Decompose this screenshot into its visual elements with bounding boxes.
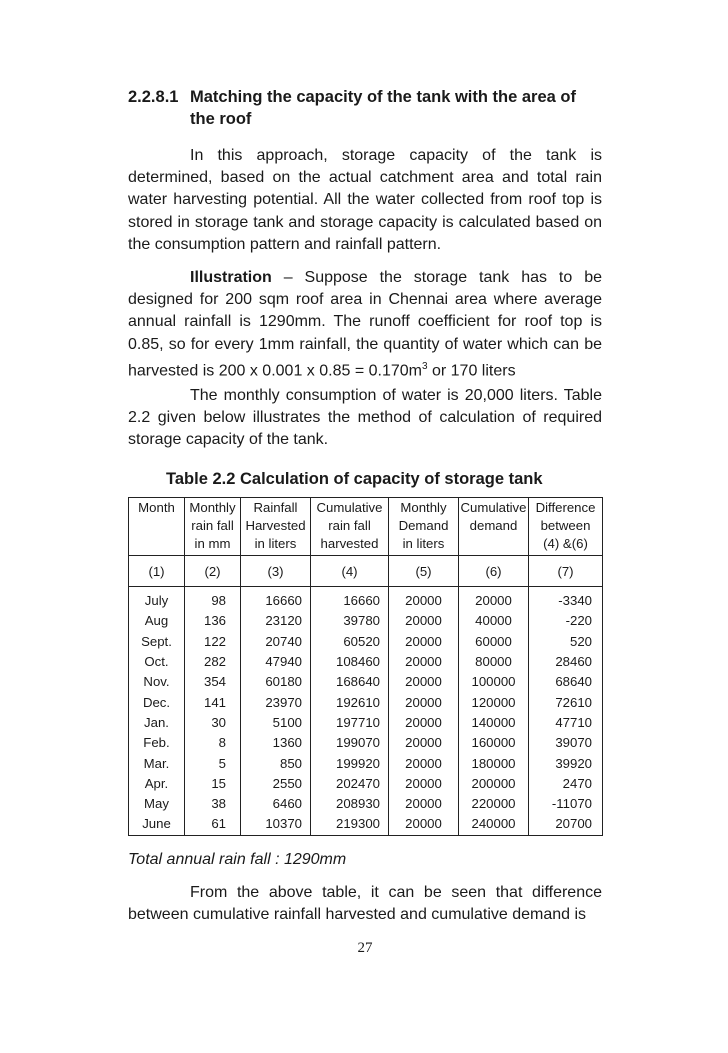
table-cell: May <box>129 794 185 814</box>
table-cell: 20000 <box>389 672 459 692</box>
header-line: harvested <box>320 536 379 551</box>
table-cell: 2470 <box>529 774 603 794</box>
table-cell: 108460 <box>311 652 389 672</box>
table-cell: 47710 <box>529 713 603 733</box>
table-row <box>129 753 603 773</box>
table-cell: Feb. <box>129 733 185 753</box>
table-cell: 60000 <box>459 632 529 652</box>
table-row <box>129 587 603 612</box>
illustration-text-b: or 170 liters <box>427 362 516 380</box>
table-row <box>129 672 603 692</box>
table-cell: 16660 <box>311 587 389 612</box>
table-cell: 39070 <box>529 733 603 753</box>
table-cell: 23970 <box>241 692 311 712</box>
table-cell: 192610 <box>311 692 389 712</box>
column-index: (1) <box>129 556 185 587</box>
header-row <box>129 498 603 556</box>
header-line: Cumulative <box>316 500 383 515</box>
table-cell: 200000 <box>459 774 529 794</box>
table-cell: 122 <box>185 632 241 652</box>
capacity-table <box>128 497 603 836</box>
table-cell: 219300 <box>311 814 389 835</box>
header-line: in liters <box>254 536 297 551</box>
paragraph-approach: In this approach, storage capacity of the tank is determined, based on the actual catchment area and total rain water harvesting potential. All the water collected from roof top is stored in storage tank and storage capacity is calculated based on the consumption pattern and rainfall pattern. <box>128 147 602 253</box>
table-cell: 20000 <box>389 713 459 733</box>
table-row <box>129 794 603 814</box>
table-cell: July <box>129 587 185 612</box>
paragraph-consumption: The monthly consumption of water is 20,000 liters. Table 2.2 given below illustrates the method of calculation of required storage capacity of the tank. <box>128 387 602 449</box>
table-cell: 20000 <box>389 611 459 631</box>
table-cell: 47940 <box>241 652 311 672</box>
column-index: (4) <box>311 556 389 587</box>
table-cell: -220 <box>529 611 603 631</box>
table-cell: 20740 <box>241 632 311 652</box>
header-line: Harvested <box>245 518 306 533</box>
table-row <box>129 733 603 753</box>
table-cell: 141 <box>185 692 241 712</box>
column-index: (3) <box>241 556 311 587</box>
table-cell: 20000 <box>389 652 459 672</box>
column-index: (2) <box>185 556 241 587</box>
header-cell <box>185 498 241 556</box>
table-row <box>129 814 603 835</box>
table-cell: 20000 <box>389 587 459 612</box>
table-cell: 199920 <box>311 753 389 773</box>
table-cell: 120000 <box>459 692 529 712</box>
table-cell: 282 <box>185 652 241 672</box>
header-cell <box>529 498 603 556</box>
table-cell: 72610 <box>529 692 603 712</box>
table-cell: Jan. <box>129 713 185 733</box>
table-row <box>129 713 603 733</box>
header-line: rain fall <box>328 518 371 533</box>
table-cell: 1360 <box>241 733 311 753</box>
header-line: Cumulative <box>460 500 527 515</box>
table-cell: Oct. <box>129 652 185 672</box>
table-cell: 20000 <box>459 587 529 612</box>
table-row <box>129 652 603 672</box>
table-cell: 40000 <box>459 611 529 631</box>
table-cell: 38 <box>185 794 241 814</box>
header-line: Monthly <box>189 500 236 515</box>
table-cell: 30 <box>185 713 241 733</box>
table-cell: 20000 <box>389 814 459 835</box>
table-cell: 136 <box>185 611 241 631</box>
table-cell: 197710 <box>311 713 389 733</box>
table-body <box>129 587 603 836</box>
table-cell: 39920 <box>529 753 603 773</box>
table-caption: Table 2.2 Calculation of capacity of storage tank <box>166 470 543 488</box>
table-cell: 240000 <box>459 814 529 835</box>
table-cell: 8 <box>185 733 241 753</box>
header-line <box>459 535 528 553</box>
table-cell: 39780 <box>311 611 389 631</box>
table-cell: 20000 <box>389 632 459 652</box>
table-cell: 60180 <box>241 672 311 692</box>
table-cell: 140000 <box>459 713 529 733</box>
header-line: Month <box>138 500 175 515</box>
illustration-label: Illustration <box>190 269 272 286</box>
header-cell <box>241 498 311 556</box>
table-cell: 28460 <box>529 652 603 672</box>
table-cell: 100000 <box>459 672 529 692</box>
table-row <box>129 774 603 794</box>
table-cell: 180000 <box>459 753 529 773</box>
header-line: Demand <box>398 518 449 533</box>
table-cell: 60520 <box>311 632 389 652</box>
table-cell: 20000 <box>389 774 459 794</box>
table-cell: Apr. <box>129 774 185 794</box>
table-cell: Nov. <box>129 672 185 692</box>
table-cell: 2550 <box>241 774 311 794</box>
header-cell <box>389 498 459 556</box>
table-cell: 80000 <box>459 652 529 672</box>
table-cell: Mar. <box>129 753 185 773</box>
table-cell: June <box>129 814 185 835</box>
header-line: Monthly <box>400 500 447 515</box>
header-line: in liters <box>402 536 445 551</box>
table-cell: 520 <box>529 632 603 652</box>
header-line: Difference <box>535 500 596 515</box>
table-cell: 5100 <box>241 713 311 733</box>
header-line: demand <box>469 518 518 533</box>
table-cell: 20700 <box>529 814 603 835</box>
table-cell: Sept. <box>129 632 185 652</box>
table-cell: 15 <box>185 774 241 794</box>
table-cell: 199070 <box>311 733 389 753</box>
section-number: 2.2.8.1 <box>128 88 179 106</box>
header-line: (4) &(6) <box>543 536 588 551</box>
header-line: Rainfall <box>253 500 298 515</box>
table-cell: 220000 <box>459 794 529 814</box>
column-index: (6) <box>459 556 529 587</box>
header-line: in mm <box>194 536 231 551</box>
column-index: (7) <box>529 556 603 587</box>
table-cell: 20000 <box>389 794 459 814</box>
total-annual-rainfall: Total annual rain fall : 1290mm <box>128 851 347 868</box>
table-header <box>129 498 603 556</box>
table-cell: 208930 <box>311 794 389 814</box>
table-cell: 202470 <box>311 774 389 794</box>
table-cell: 10370 <box>241 814 311 835</box>
paragraph-illustration <box>128 267 602 382</box>
table-cell: 16660 <box>241 587 311 612</box>
table-cell: 160000 <box>459 733 529 753</box>
table-cell: 168640 <box>311 672 389 692</box>
table-cell: 61 <box>185 814 241 835</box>
header-cell <box>311 498 389 556</box>
table-cell: 20000 <box>389 733 459 753</box>
table-cell: 20000 <box>389 753 459 773</box>
table-cell: Aug <box>129 611 185 631</box>
header-line: between <box>540 518 591 533</box>
table-cell: 20000 <box>389 692 459 712</box>
header-line <box>129 535 184 553</box>
table-row <box>129 611 603 631</box>
table-cell: 68640 <box>529 672 603 692</box>
table-cell: 6460 <box>241 794 311 814</box>
table-cell: 354 <box>185 672 241 692</box>
illustration-text-a: – Suppose the storage tank has to be designed for 200 sqm roof area in Chennai area where average annual rainfall is 1290mm. The runoff coefficient for roof top is 0.85, so for every 1mm rainfall, the quantity of water which can be harvested is 200 x 0.001 x 0.85 = 0.170m <box>128 269 602 380</box>
header-line: rain fall <box>191 518 234 533</box>
table-cell: 98 <box>185 587 241 612</box>
table-row <box>129 692 603 712</box>
table-cell: 23120 <box>241 611 311 631</box>
section-title: Matching the capacity of the tank with the area of the roof <box>190 88 576 128</box>
table-cell: 850 <box>241 753 311 773</box>
table-cell: -11070 <box>529 794 603 814</box>
column-index: (5) <box>389 556 459 587</box>
illustration-superscript: 3 <box>421 360 428 372</box>
page-number: 27 <box>357 940 373 956</box>
header-cell <box>459 498 529 556</box>
paragraph-conclusion: From the above table, it can be seen that difference between cumulative rainfall harvested and cumulative demand is <box>128 884 602 924</box>
table-cell: 5 <box>185 753 241 773</box>
header-line <box>129 517 184 535</box>
header-cell <box>129 498 185 556</box>
column-index-row <box>129 556 603 587</box>
table-row <box>129 632 603 652</box>
table-cell: -3340 <box>529 587 603 612</box>
table-cell: Dec. <box>129 692 185 712</box>
table-index-row <box>129 556 603 587</box>
